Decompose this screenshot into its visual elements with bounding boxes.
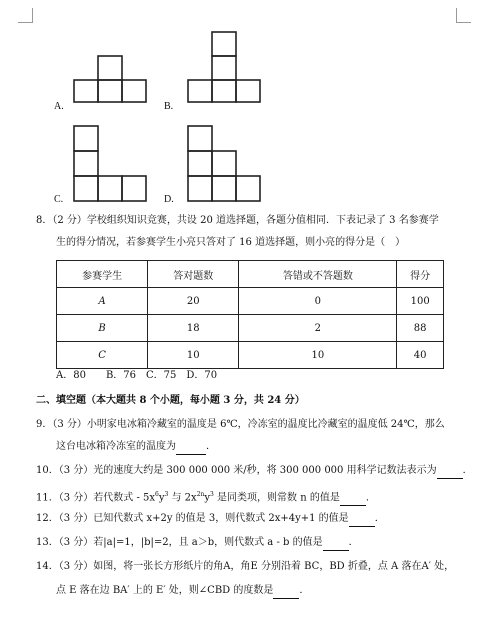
- table-header-cell: 答错或不答题数: [239, 261, 397, 288]
- table-cell: B: [57, 315, 148, 342]
- q11-line: [36, 488, 376, 506]
- table-header-cell: 答对题数: [148, 261, 239, 288]
- q14-period: ．: [299, 585, 310, 596]
- table-cell: C: [57, 342, 148, 369]
- q11-part1: 11．（3 分）若代数式 - 5x: [36, 492, 156, 504]
- table-cell: 20: [148, 288, 239, 315]
- q10-period: ．: [462, 465, 473, 476]
- q8-options: A．80 B．76 C．75 D．70: [56, 370, 218, 381]
- q9-period: ．: [206, 441, 216, 452]
- q11-part4: y: [204, 492, 211, 504]
- table-cell: 0: [239, 288, 397, 315]
- q11-answer-blank[interactable]: [340, 491, 366, 506]
- q12-text: 12．（3 分）已知代数式 x+2y 的值是 3，则代数式 2x+4y+1 的值是: [36, 513, 349, 524]
- table-cell: 100: [397, 288, 444, 315]
- q11-part5: 是同类项，则常数 n 的值是: [213, 492, 340, 504]
- table-cell: 10: [239, 342, 397, 369]
- q10-text: 10．（3 分）光的速度大约是 300 000 000 米/秒，将 300 000 000 用科学记数法表示为: [36, 465, 437, 476]
- q10-line: [36, 464, 473, 479]
- q12-period: ．: [374, 513, 385, 524]
- q11-sup1: 6: [155, 491, 159, 498]
- q9-line2-text: 这台电冰箱冷冻室的温度为: [56, 441, 176, 452]
- score-table: [56, 260, 444, 369]
- option-b-label: B.: [164, 101, 174, 112]
- option-c-label: C.: [54, 194, 64, 205]
- section-2-title: 二、填空题（本大题共 8 个小题，每小题 3 分，共 24 分）: [36, 395, 305, 406]
- q12-line: [36, 512, 385, 527]
- figure-b: [186, 30, 268, 106]
- q11-sup4: 3: [210, 491, 214, 498]
- table-cell: 18: [148, 315, 239, 342]
- q10-answer-blank[interactable]: [437, 464, 463, 479]
- crop-mark-top-left: [18, 8, 33, 23]
- figure-d: [186, 124, 268, 204]
- q13-answer-blank[interactable]: [323, 536, 349, 551]
- q13-text: 13．（3 分）若|a|=1，|b|=2，且 a＞b，则代数式 a - b 的值是: [36, 537, 323, 548]
- q11-sup3: 2n: [196, 491, 205, 498]
- option-d-label: D.: [164, 194, 174, 205]
- q9-line2: [56, 440, 216, 455]
- table-cell: 88: [397, 315, 444, 342]
- figure-c: [72, 124, 154, 204]
- q8-line2: 生的得分情况，若参赛学生小亮只答对了 16 道选择题，则小亮的得分是（ ）: [56, 237, 406, 248]
- crop-mark-top-right: [456, 8, 471, 23]
- table-cell: A: [57, 288, 148, 315]
- q14-answer-blank[interactable]: [273, 584, 299, 599]
- table-cell: 2: [239, 315, 397, 342]
- q9-answer-blank[interactable]: [176, 440, 206, 455]
- q13-line: [36, 536, 359, 551]
- q11-part2: y: [158, 492, 165, 504]
- q11-part3: 与 2x: [168, 492, 197, 504]
- q14-line2: [56, 584, 309, 599]
- table-cell: 10: [148, 342, 239, 369]
- q14-line1: 14．（3 分）如图，将一张长方形纸片的角A，角E 分别沿着 BC，BD 折叠，点 A 落在A′ 处，: [36, 561, 455, 572]
- figure-a: [72, 34, 154, 104]
- table-row: [57, 288, 444, 315]
- table-header-cell: 得分: [397, 261, 444, 288]
- q11-period: ．: [365, 492, 376, 504]
- table-row: [57, 315, 444, 342]
- table-header-cell: 参赛学生: [57, 261, 148, 288]
- table-header-row: [57, 261, 444, 288]
- table-row: [57, 342, 444, 369]
- option-a-label: A.: [54, 101, 64, 112]
- q13-period: ．: [348, 537, 359, 548]
- q9-line1: 9．（3 分）小明家电冰箱冷藏室的温度是 6℃，冷冻室的温度比冷藏室的温度低 24℃，那么: [36, 419, 445, 430]
- q11-sup2: 3: [164, 491, 169, 498]
- q14-line2-text: 点 E 落在边 BA′ 上的 E′ 处，则∠CBD 的度数是: [56, 585, 274, 596]
- q8-line1: 8．（2 分）学校组织知识竞赛，共设 20 道选择题，各题分值相同．下表记录了 3 名参赛学: [36, 215, 439, 226]
- table-cell: 40: [397, 342, 444, 369]
- q12-answer-blank[interactable]: [349, 512, 375, 527]
